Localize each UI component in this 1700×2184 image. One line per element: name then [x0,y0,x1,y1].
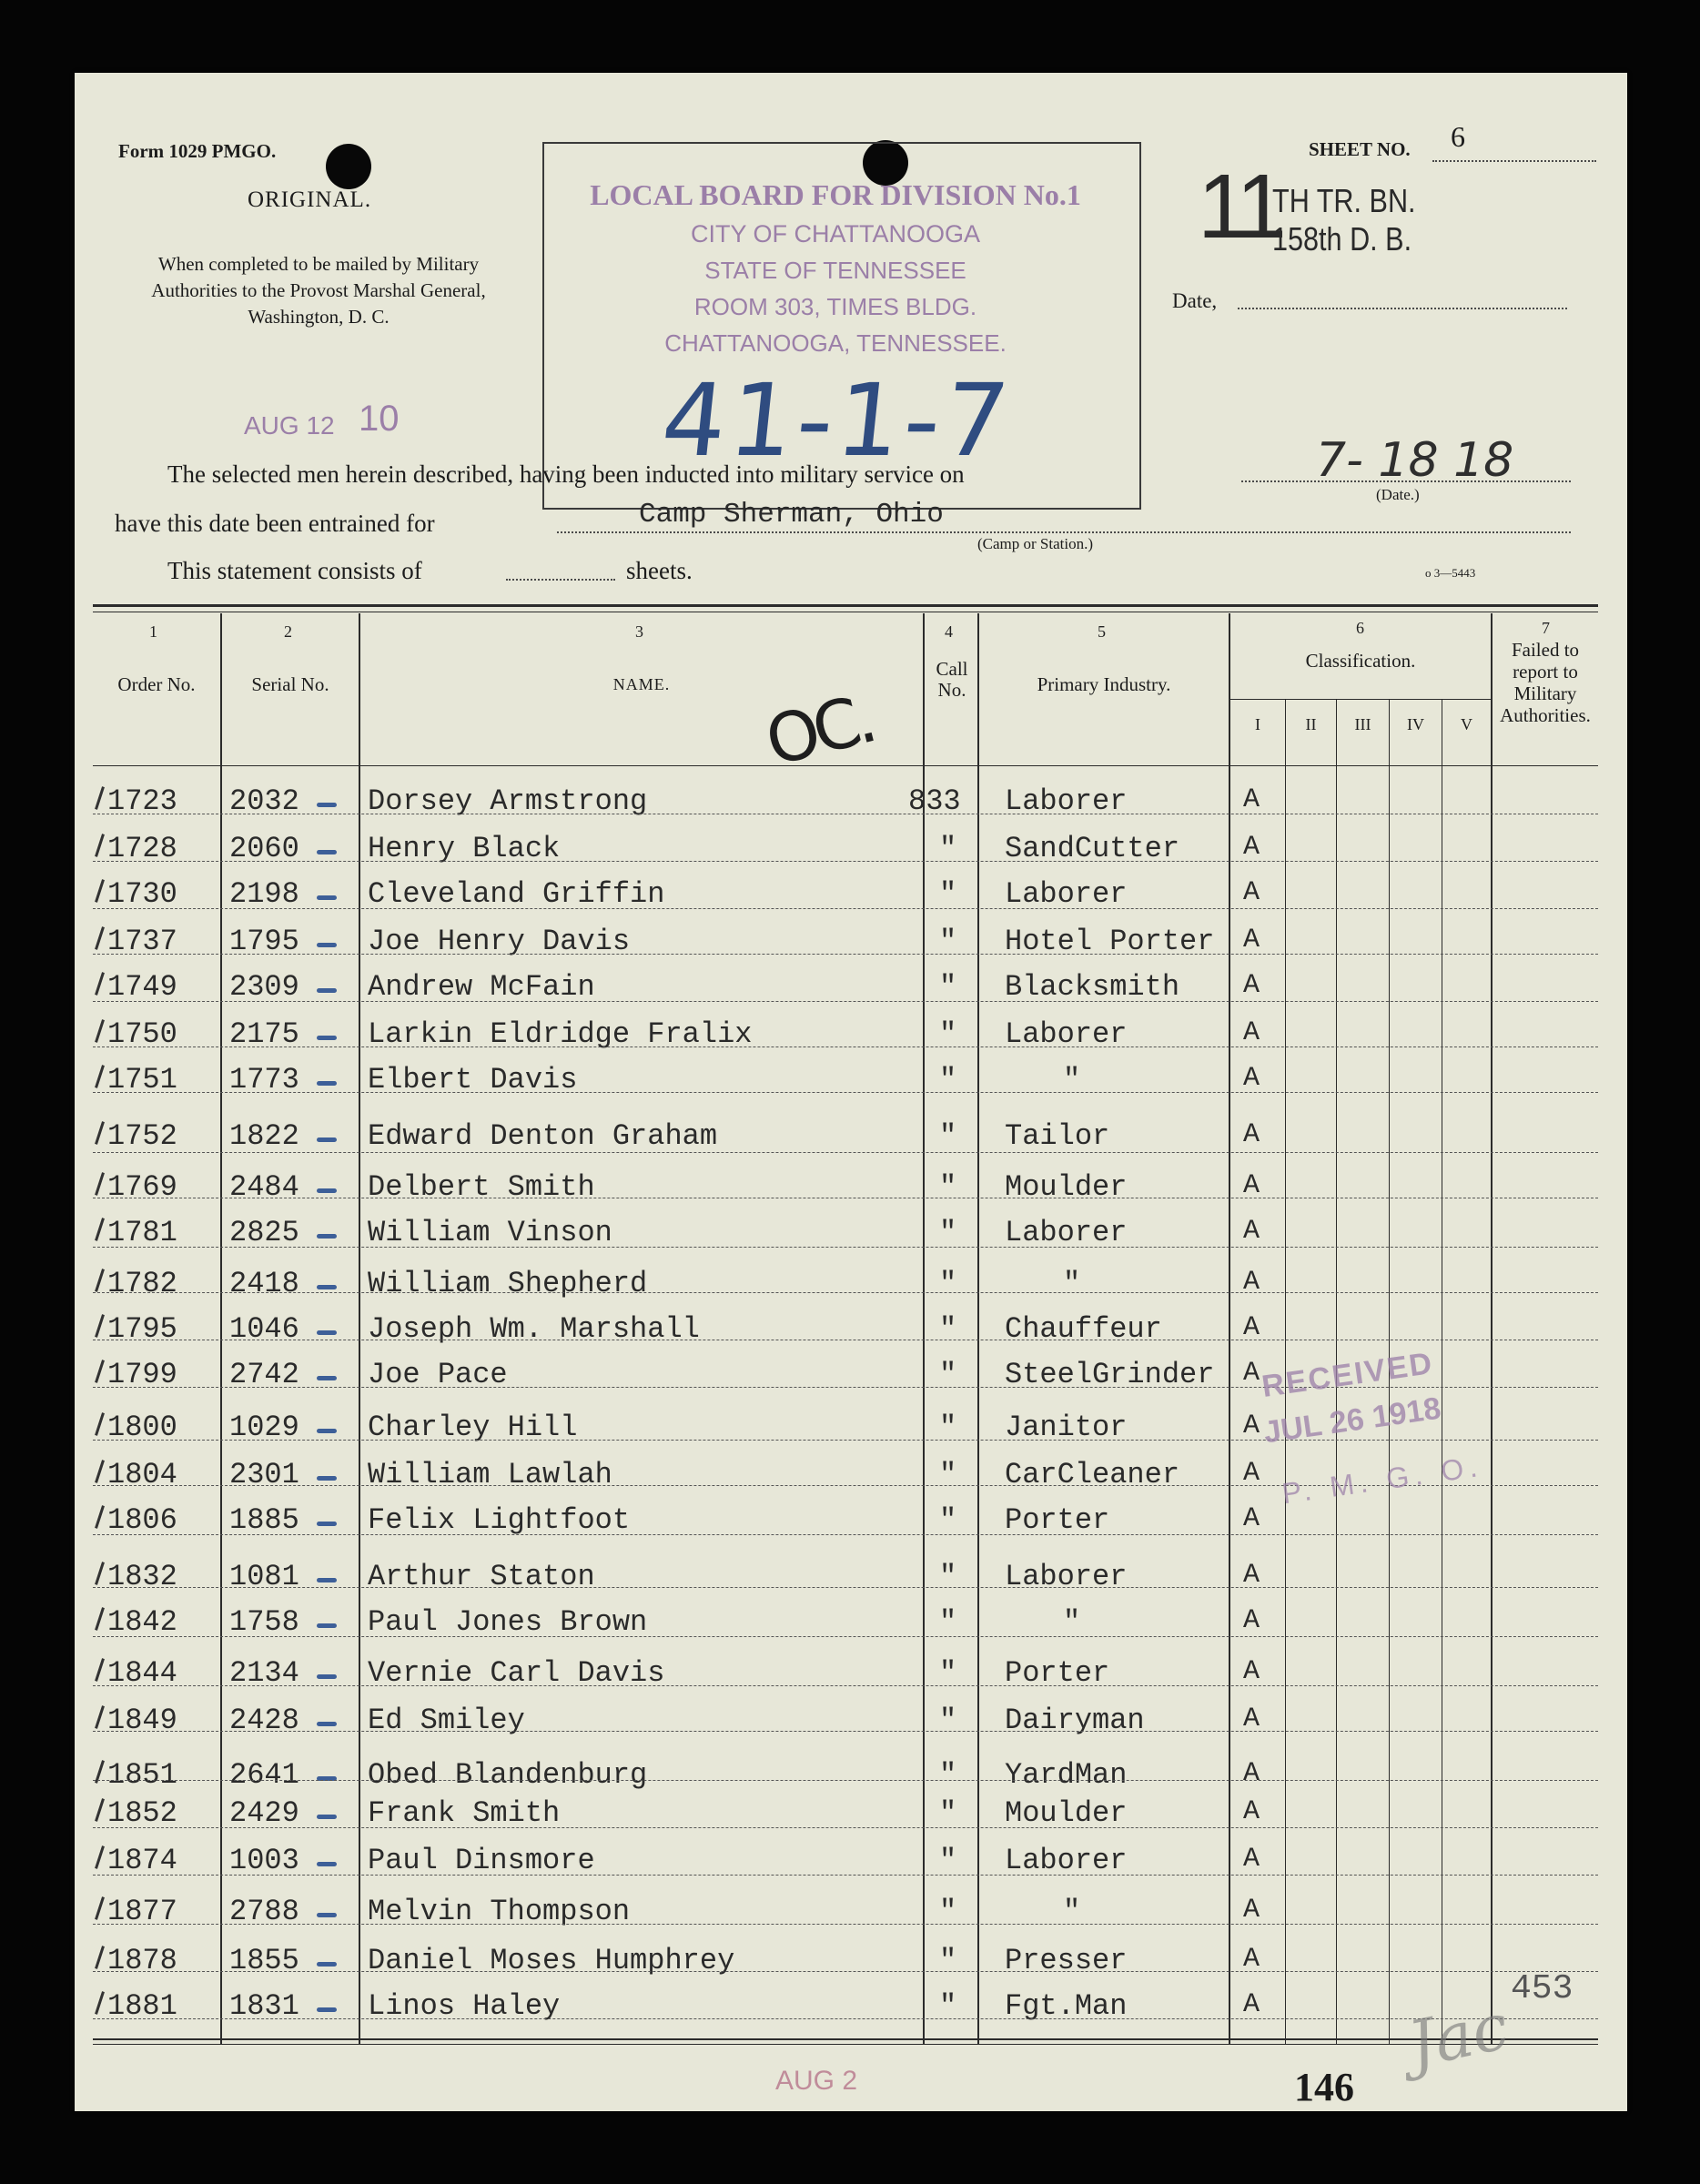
name-cell: Frank Smith [368,1796,561,1830]
check-tick [95,1896,105,1920]
name-cell: Felix Lightfoot [368,1503,631,1537]
order-no-cell: 1749 [107,970,177,1004]
name-cell: Joe Henry Davis [368,925,631,958]
classification-cell: A [1243,1170,1260,1201]
industry-cell: Laborer [1005,877,1128,911]
name-cell: Edward Denton Graham [368,1119,718,1153]
call-no-cell: " [939,1605,957,1639]
call-no-cell: " [939,1410,957,1444]
call-no-cell: " [939,1844,957,1877]
serial-no-cell: 2641 [229,1758,299,1792]
industry-cell: Moulder [1005,1170,1128,1204]
order-no-cell: 1849 [107,1704,177,1737]
serial-no-cell: 2060 [229,832,299,865]
call-no-cell: " [939,832,957,865]
classification-cell: A [1243,970,1260,1001]
name-cell: William Shepherd [368,1267,648,1300]
serial-no-cell: 2484 [229,1170,299,1204]
industry-cell: SandCutter [1005,832,1180,865]
header-serial-no: Serial No. [251,673,329,695]
call-no-cell: " [939,1458,957,1491]
count-annotation: 453 [1511,1969,1574,2008]
board-stamp-line: CHATTANOOGA, TENNESSEE. [664,329,1007,357]
row-divider [93,1247,1598,1248]
row-divider [93,1827,1598,1828]
check-tick [95,1218,105,1241]
column-number: 2 [284,622,292,641]
header-class-iii: III [1354,715,1371,733]
order-no-cell: 1881 [107,1989,177,2023]
row-divider [93,1971,1598,1972]
row-divider [93,1001,1598,1002]
row-divider [93,908,1598,909]
name-cell: Delbert Smith [368,1170,595,1204]
serial-no-cell: 2198 [229,877,299,911]
name-cell: Charley Hill [368,1410,578,1444]
industry-cell: " [1063,1895,1081,1928]
call-no-cell: " [939,1017,957,1051]
industry-cell: Tailor [1005,1119,1110,1153]
name-cell: Elbert Davis [368,1063,578,1097]
row-divider [93,1534,1598,1535]
industry-cell: SteelGrinder [1005,1358,1215,1391]
order-no-cell: 1752 [107,1119,177,1153]
call-no-cell: " [939,1216,957,1249]
received-stamp-office: P. M. G. O. [1280,1449,1485,1511]
industry-cell: Porter [1005,1656,1110,1690]
order-no-cell: 1795 [107,1312,177,1346]
header-class-i: I [1255,715,1260,733]
industry-cell: Laborer [1005,1216,1128,1249]
row-divider [93,1092,1598,1093]
industry-cell: " [1063,1063,1081,1097]
classification-cell: A [1243,1063,1260,1094]
industry-cell: Dairyman [1005,1704,1145,1737]
initials-annotation: Jac [1401,1988,1515,2083]
column-number: 1 [149,622,157,641]
serial-check-mark [317,1330,337,1335]
serial-no-cell: 1885 [229,1503,299,1537]
industry-cell: " [1063,1267,1081,1300]
order-no-cell: 1728 [107,832,177,865]
call-no-cell: " [939,1758,957,1792]
header-classification: Classification. [1305,650,1416,672]
check-tick [95,1845,105,1869]
unit-number: 11 [1198,156,1281,258]
statement-line-3: This statement consists of [167,557,422,584]
row-divider [93,1440,1598,1441]
row-divider [93,2018,1598,2019]
column-number: 3 [635,622,643,641]
classification-cell: A [1243,1267,1260,1298]
induction-date: 7- 18 18 [1316,433,1514,488]
order-no-cell: 1730 [107,877,177,911]
serial-check-mark [317,1522,337,1526]
statement-line-2: have this date been entrained for [115,510,435,537]
serial-no-cell: 2301 [229,1458,299,1491]
serial-check-mark [317,895,337,900]
form-number: Form 1029 PMGO. [118,140,277,162]
classification-cell: A [1243,1844,1260,1875]
received-stamp-date: JUL 26 1918 [1261,1390,1443,1451]
row-divider [93,1292,1598,1293]
serial-check-mark [317,1285,337,1289]
classification-cell: A [1243,1704,1260,1734]
serial-no-cell: 2788 [229,1895,299,1928]
header-class-ii: II [1305,715,1317,733]
board-stamp-line: STATE OF TENNESSEE [704,257,966,284]
industry-cell: " [1063,1605,1081,1639]
header-failed-to-report: Failed to report to Military Authorities. [1500,639,1591,726]
serial-no-cell: 2429 [229,1796,299,1830]
row-divider [93,1152,1598,1153]
check-tick [95,1658,105,1682]
industry-cell: Laborer [1005,784,1128,818]
call-no-cell: " [939,1358,957,1391]
check-tick [95,926,105,950]
order-no-cell: 1832 [107,1560,177,1593]
classification-cell: A [1243,1605,1260,1636]
serial-check-mark [317,1674,337,1679]
name-cell: Joseph Wm. Marshall [368,1312,700,1346]
order-no-cell: 1852 [107,1796,177,1830]
serial-check-mark [317,1962,337,1967]
order-no-cell: 1878 [107,1944,177,1977]
industry-cell: Hotel Porter [1005,925,1215,958]
header-class-v: V [1461,715,1472,733]
order-no-cell: 1800 [107,1410,177,1444]
serial-no-cell: 1029 [229,1410,299,1444]
serial-check-mark [317,1188,337,1193]
call-no-cell: " [939,877,957,911]
aug-stamp-number: 10 [359,399,400,439]
industry-cell: Moulder [1005,1796,1128,1830]
name-cell: Dorsey Armstrong [368,784,648,818]
order-no-cell: 1874 [107,1844,177,1877]
industry-cell: Blacksmith [1005,970,1180,1004]
board-stamp-line: LOCAL BOARD FOR DIVISION No.1 [590,178,1081,211]
check-tick [95,1991,105,2015]
name-cell: Joe Pace [368,1358,508,1391]
order-no-cell: 1737 [107,925,177,958]
destination: Camp Sherman, Ohio [639,499,944,531]
serial-no-cell: 1758 [229,1605,299,1639]
classification-cell: A [1243,1017,1260,1048]
aug-date-stamp: AUG 12 [244,411,335,440]
order-no-cell: 1806 [107,1503,177,1537]
serial-no-cell: 1081 [229,1560,299,1593]
serial-check-mark [317,1476,337,1481]
classification-cell: A [1243,1758,1260,1789]
serial-check-mark [317,2007,337,2012]
serial-check-mark [317,803,337,807]
classification-cell: A [1243,1656,1260,1687]
date-caption: (Date.) [1376,486,1420,503]
serial-check-mark [317,1036,337,1040]
check-tick [95,1019,105,1043]
serial-check-mark [317,1913,337,1917]
serial-check-mark [317,1429,337,1433]
date-label: Date, [1172,289,1218,312]
name-cell: Melvin Thompson [368,1895,631,1928]
call-no-cell: " [939,1560,957,1593]
header-name: NAME. [612,675,671,693]
industry-cell: Porter [1005,1503,1110,1537]
serial-no-cell: 2418 [229,1267,299,1300]
order-no-cell: 1769 [107,1170,177,1204]
unit-line: 158th D. B. [1272,220,1412,258]
classification-cell: A [1243,1119,1260,1150]
column-number: 5 [1098,622,1106,641]
name-cell: Paul Dinsmore [368,1844,595,1877]
classification-cell: A [1243,1989,1260,2020]
row-divider [93,1780,1598,1781]
board-stamp-line: CITY OF CHATTANOOGA [690,220,980,248]
serial-no-cell: 1046 [229,1312,299,1346]
serial-check-mark [317,988,337,993]
classification-cell: A [1243,784,1260,815]
order-no-cell: 1851 [107,1758,177,1792]
check-tick [95,1314,105,1338]
check-tick [95,1065,105,1088]
call-no-cell: " [939,1119,957,1153]
header-order-no: Order No. [117,673,196,695]
industry-cell: Laborer [1005,1844,1128,1877]
name-cell: Andrew McFain [368,970,595,1004]
serial-no-cell: 2428 [229,1704,299,1737]
call-no-cell: 833 [908,784,961,818]
received-stamp: RECEIVED [1260,1345,1436,1405]
row-divider [93,1685,1598,1686]
name-cell: William Vinson [368,1216,612,1249]
classification-cell: A [1243,1503,1260,1534]
name-cell: Cleveland Griffin [368,877,665,911]
statement-line-3-suffix: sheets. [626,557,693,584]
call-no-cell: " [939,1267,957,1300]
call-no-cell: " [939,1170,957,1204]
serial-no-cell: 1822 [229,1119,299,1153]
industry-cell: YardMan [1005,1758,1128,1792]
serial-check-mark [317,1862,337,1866]
check-tick [95,1505,105,1529]
serial-check-mark [317,850,337,854]
order-no-cell: 1781 [107,1216,177,1249]
serial-no-cell: 1831 [229,1989,299,2023]
name-cell: Daniel Moses Humphrey [368,1944,735,1977]
classification-cell: A [1243,925,1260,956]
row-divider [93,1924,1598,1925]
call-no-cell: " [939,1944,957,1977]
serial-no-cell: 2175 [229,1017,299,1051]
classification-cell: A [1243,1944,1260,1975]
column-number: 7 [1542,619,1550,637]
check-tick [95,972,105,996]
local-board-stamp-box [542,142,1141,510]
call-no-cell: " [939,1796,957,1830]
name-cell: Henry Black [368,832,561,865]
original-label: ORIGINAL. [248,187,372,212]
name-cell: Linos Haley [368,1989,561,2023]
order-no-cell: 1842 [107,1605,177,1639]
check-tick [95,879,105,903]
call-no-cell: " [939,1895,957,1928]
row-divider [93,1046,1598,1047]
classification-cell: A [1243,1560,1260,1591]
header-class-iv: IV [1407,715,1424,733]
check-tick [95,1121,105,1145]
check-tick [95,834,105,857]
serial-check-mark [317,1722,337,1726]
serial-check-mark [317,1234,337,1239]
row-divider [93,1731,1598,1732]
column-number: 4 [945,622,953,641]
classification-cell: A [1243,1216,1260,1247]
serial-check-mark [317,1578,337,1582]
check-tick [95,1705,105,1729]
handwritten-board-number: 41-1-7 [656,362,1018,479]
order-no-cell: 1750 [107,1017,177,1051]
classification-cell: A [1243,1410,1260,1441]
check-tick [95,1172,105,1196]
name-cell: Vernie Carl Davis [368,1656,665,1690]
print-code: o 3—5443 [1425,566,1476,580]
call-no-cell: " [939,1704,957,1737]
sheet-number: 6 [1451,120,1465,153]
name-cell: Obed Blandenburg [368,1758,648,1792]
call-no-cell: " [939,1503,957,1537]
check-tick [95,1269,105,1292]
board-stamp-line: ROOM 303, TIMES BLDG. [693,293,977,320]
call-no-cell: " [939,925,957,958]
order-no-cell: 1844 [107,1656,177,1690]
classification-cell: A [1243,877,1260,908]
industry-cell: Laborer [1005,1560,1128,1593]
name-cell: Larkin Eldridge Fralix [368,1017,753,1051]
serial-check-mark [317,1815,337,1819]
serial-no-cell: 2825 [229,1216,299,1249]
serial-check-mark [317,1081,337,1086]
serial-no-cell: 1773 [229,1063,299,1097]
name-cell: Ed Smiley [368,1704,525,1737]
check-tick [95,786,105,810]
punch-hole [326,144,371,189]
call-no-cell: " [939,1656,957,1690]
handwritten-oc-mark: OC. [758,680,880,782]
classification-cell: A [1243,1358,1260,1389]
header-call-no: Call No. [936,658,968,701]
industry-cell: Presser [1005,1944,1128,1977]
order-no-cell: 1877 [107,1895,177,1928]
check-tick [95,1460,105,1483]
call-no-cell: " [939,970,957,1004]
header-primary-industry: Primary Industry. [1037,673,1171,695]
serial-no-cell: 1003 [229,1844,299,1877]
row-divider [93,1636,1598,1637]
industry-cell: Laborer [1005,1017,1128,1051]
call-no-cell: " [939,1063,957,1097]
classification-cell: A [1243,1458,1260,1489]
check-tick [95,1412,105,1436]
call-no-cell: " [939,1989,957,2023]
serial-no-cell: 2309 [229,970,299,1004]
order-no-cell: 1804 [107,1458,177,1491]
call-no-cell: " [939,1312,957,1346]
serial-check-mark [317,1376,337,1380]
serial-check-mark [317,1138,337,1142]
serial-no-cell: 2032 [229,784,299,818]
serial-check-mark [317,943,337,947]
serial-no-cell: 1795 [229,925,299,958]
page-number: 146 [1294,2065,1354,2109]
row-divider [93,861,1598,862]
check-tick [95,1562,105,1585]
order-no-cell: 1799 [107,1358,177,1391]
aug-footer-stamp: AUG 2 [775,2066,858,2096]
row-divider [93,1875,1598,1876]
industry-cell: CarCleaner [1005,1458,1180,1491]
name-cell: Paul Jones Brown [368,1605,648,1639]
name-cell: Arthur Staton [368,1560,595,1593]
mailing-instructions: When completed to be mailed by Military Authorities to the Provost Marshal General, Washington, D. C. [151,253,486,328]
statement-line-1: The selected men herein described, having been inducted into military service on [167,460,965,488]
row-divider [93,1587,1598,1588]
industry-cell: Fgt.Man [1005,1989,1128,2023]
destination-caption: (Camp or Station.) [977,535,1094,552]
check-tick [95,1360,105,1383]
document-sheet [75,73,1627,2111]
check-tick [95,1798,105,1822]
classification-cell: A [1243,1312,1260,1343]
serial-check-mark [317,1623,337,1628]
serial-no-cell: 2134 [229,1656,299,1690]
column-number: 6 [1356,619,1364,637]
name-cell: William Lawlah [368,1458,612,1491]
check-tick [95,1946,105,1969]
row-divider [93,954,1598,955]
order-no-cell: 1751 [107,1063,177,1097]
industry-cell: Janitor [1005,1410,1128,1444]
serial-no-cell: 2742 [229,1358,299,1391]
order-no-cell: 1723 [107,784,177,818]
check-tick [95,1607,105,1631]
sheet-label: SHEET NO. [1309,138,1411,160]
unit-line: TH TR. BN. [1272,182,1416,219]
classification-cell: A [1243,832,1260,863]
serial-no-cell: 1855 [229,1944,299,1977]
industry-cell: Chauffeur [1005,1312,1162,1346]
classification-cell: A [1243,1895,1260,1926]
order-no-cell: 1782 [107,1267,177,1300]
classification-cell: A [1243,1796,1260,1827]
